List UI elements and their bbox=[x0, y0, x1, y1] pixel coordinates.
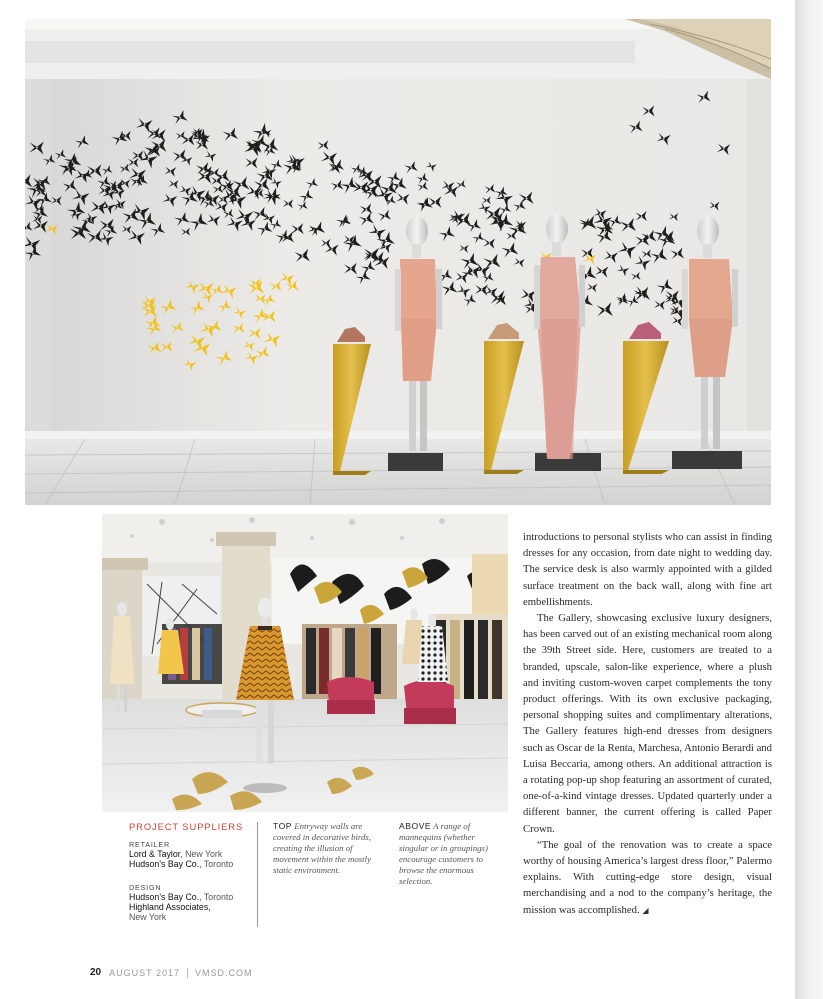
caption-top-text: Entryway walls are covered in decorative birds, creating the illusion of movement within the mostly static environment. bbox=[273, 821, 372, 875]
site-url: VMSD.COM bbox=[195, 967, 253, 978]
bottom-photo-dress-floor bbox=[102, 514, 508, 812]
retailer-label: RETAILER bbox=[129, 840, 171, 849]
caption-divider bbox=[257, 822, 258, 927]
caption-top-tag: TOP bbox=[273, 821, 293, 831]
article-body bbox=[523, 529, 772, 919]
footer-separator bbox=[187, 968, 188, 978]
caption-above-text: A range of mannequins (whether singular or in groupings) encourage customers to browse the enormous selection. bbox=[399, 821, 488, 886]
page-edge bbox=[795, 0, 823, 999]
article-paragraph: “The goal of the renovation was to create a space worthy of housing America’s largest dress floor,” Palermo explains. With cutting-edge store design, visual merchandising and a nod to the company’s heritage, the mission was accomplished. ◢ bbox=[523, 838, 772, 916]
article-paragraph: The Gallery, showcasing exclusive luxury designers, has been carved out of an existing mechanical room along the 39th Street side. Here, customers are treated to a branded, upscale, salon-like experience, where a plush and inviting custom-woven carpet complements the tony product offerings. With its own exclusive packaging, personal shopping suites and complimentary alterations, The Gallery features high-end dresses from designers such as Oscar de la Renta, Marchesa, Antonio Berardi and Luisa Beccaria, among others. An additional attraction is a rotating pop-up shop featuring an assortment of curated, one-of-a-kind vintage dresses. Updated quarterly under a different banner, the current offering is called Paper Crown. bbox=[523, 612, 772, 835]
design-entry-location: New York bbox=[129, 912, 167, 922]
page-footer bbox=[90, 967, 253, 978]
design-label: DESIGN bbox=[129, 883, 162, 892]
suppliers-heading: PROJECT SUPPLIERS bbox=[129, 821, 244, 832]
top-photo-bird-wall bbox=[25, 19, 771, 505]
page-number: 20 bbox=[90, 967, 102, 978]
end-mark-icon: ◢ bbox=[642, 905, 649, 915]
project-suppliers bbox=[129, 821, 259, 922]
caption-above-tag: ABOVE bbox=[399, 821, 432, 831]
design-entry: Hudson's Bay Co., Toronto bbox=[129, 892, 234, 902]
retailer-entry: Hudson's Bay Co., Toronto bbox=[129, 859, 234, 869]
caption-above bbox=[399, 821, 499, 887]
issue-date: AUGUST 2017 bbox=[109, 967, 180, 978]
caption-top bbox=[273, 821, 385, 876]
article-paragraph: introductions to personal stylists who can assist in finding dresses for any occasion, from date night to wedding day. The service desk is also warmly appointed with a gilded surface treatment on the back wall, along with fine art embellishments. bbox=[523, 531, 772, 608]
retailer-entry: Lord & Taylor, New York bbox=[129, 849, 223, 859]
design-entry: Highland Associates, bbox=[129, 902, 211, 912]
